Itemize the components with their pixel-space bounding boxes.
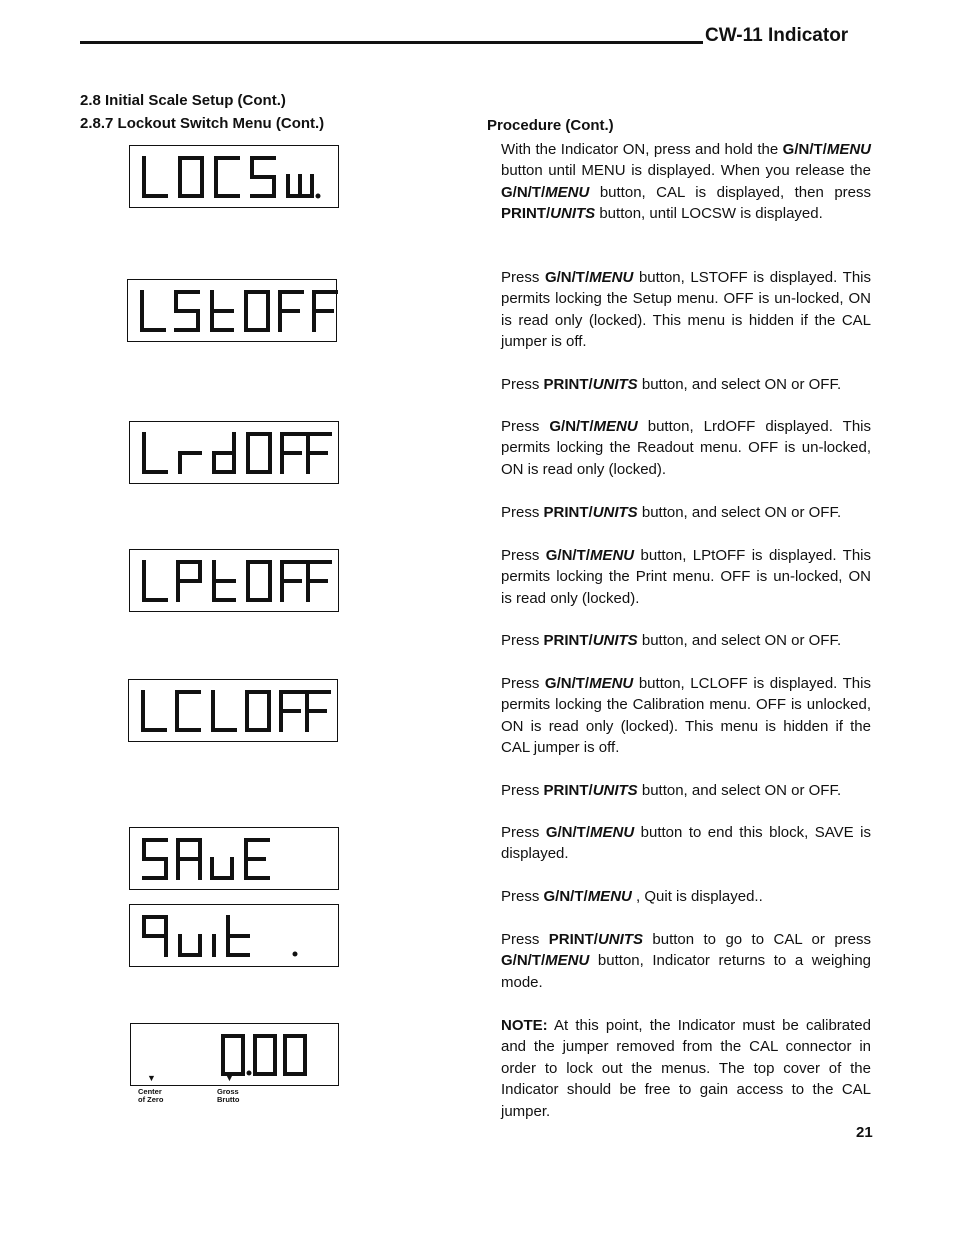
lcd-display-locsw	[129, 145, 339, 208]
header-rule	[80, 41, 703, 44]
lcd-segments-lstoff	[128, 280, 338, 343]
paragraph-11: Press G/N/T/MENU , Quit is displayed..	[501, 888, 763, 905]
lcd-segments-zero	[131, 1024, 340, 1087]
paragraph-7: Press PRINT/UNITS button, and select ON or OFF.	[501, 632, 842, 649]
lcd-display-zero	[130, 1023, 339, 1086]
paragraph-6: Press G/N/T/MENU button, LPtOFF is displayed. This permits locking the Print menu. OFF is un-locked, ON is read only (locked).	[501, 547, 871, 607]
lcd-segments-quit	[130, 905, 340, 968]
lcd-segments-lrdoff	[130, 422, 340, 485]
procedure-heading: Procedure (Cont.)	[487, 117, 614, 134]
paragraph-2: Press G/N/T/MENU button, LSTOFF is displayed. This permits locking the Setup menu. OFF is un-locked, ON is read only (locked). This menu is hidden if the CAL jumper is off.	[501, 269, 871, 351]
lcd-segments-save	[130, 828, 340, 891]
lcd-display-lcloff	[128, 679, 338, 742]
page-number: 21	[856, 1124, 873, 1141]
lcd-segments-locsw	[130, 146, 340, 209]
paragraph-8: Press G/N/T/MENU button, LCLOFF is displayed. This permits locking the Calibration menu. OFF is unlocked, ON is read only (locked). This menu is hidden if the CAL jumper is off.	[501, 675, 871, 757]
paragraph-10: Press G/N/T/MENU button to end this block, SAVE is displayed.	[501, 824, 871, 863]
paragraph-note: NOTE: At this point, the Indicator must be calibrated and the jumper removed from the CAL connector in order to lock out the menus. The top cover of the Indicator should be free to gain access to the CAL jumper.	[501, 1017, 871, 1120]
paragraph-9: Press PRINT/UNITS button, and select ON or OFF.	[501, 782, 842, 799]
lcd-display-lptoff	[129, 549, 339, 612]
lcd-display-lstoff	[127, 279, 337, 342]
lcd-display-save	[129, 827, 339, 890]
paragraph-3: Press PRINT/UNITS button, and select ON or OFF.	[501, 376, 842, 393]
lcd-display-quit	[129, 904, 339, 967]
paragraph-5: Press PRINT/UNITS button, and select ON or OFF.	[501, 504, 842, 521]
lcd-segments-lptoff	[130, 550, 340, 613]
document-title: CW-11 Indicator	[705, 25, 849, 46]
subsection-heading: 2.8.7 Lockout Switch Menu (Cont.)	[80, 115, 325, 132]
lcd-segments-lcloff	[129, 680, 339, 743]
lcd-display-lrdoff	[129, 421, 339, 484]
paragraph-4: Press G/N/T/MENU button, LrdOFF displayed. This permits locking the Readout menu. OFF is un-locked, ON is read only (locked).	[501, 418, 871, 478]
center-of-zero-indicator-icon: ▼	[147, 1073, 156, 1083]
paragraph-1: With the Indicator ON, press and hold the G/N/T/MENU button until MENU is displayed. When you release the G/N/T/MENU button, CAL is displayed, then press PRINT/UNITS button, until LOCSW is displayed.	[501, 141, 871, 223]
gross-label: Gross Brutto	[217, 1087, 240, 1104]
section-heading: 2.8 Initial Scale Setup (Cont.)	[80, 92, 286, 109]
gross-indicator-icon: ▼	[225, 1073, 234, 1083]
paragraph-12: Press PRINT/UNITS button to go to CAL or press G/N/T/MENU button, Indicator returns to a weighing mode.	[501, 931, 871, 991]
center-of-zero-label: Center of Zero	[138, 1087, 164, 1104]
